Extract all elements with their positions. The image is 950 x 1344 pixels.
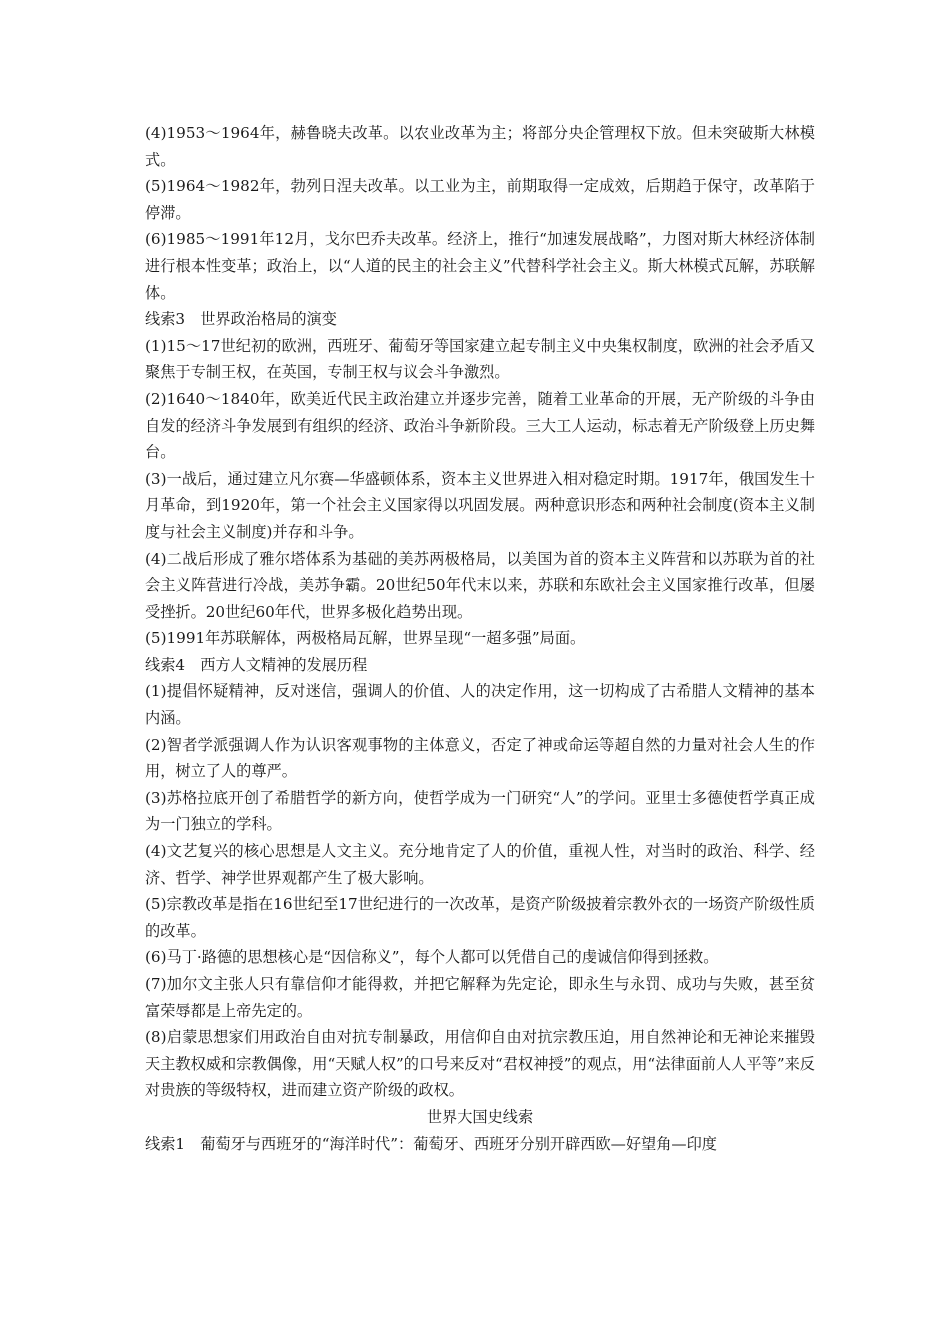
paragraph-khrushchev-reform: (4)1953～1964年，赫鲁晓夫改革。以农业改革为主；将部分央企管理权下放。但未突破斯大林模式。 — [145, 124, 815, 169]
paragraph-humanism-1: (1)提倡怀疑精神，反对迷信，强调人的价值、人的决定作用，这一切构成了古希腊人文精神的基本内涵。 — [145, 682, 815, 728]
paragraph-humanism-7: (7)加尔文主张人只有靠信仰才能得救，并把它解释为先定论，即永生与永罚、成功与失败，甚至贫富荣辱都是上帝先定的。 — [145, 975, 815, 1020]
paragraph-humanism-6: (6)马丁·路德的思想核心是“因信称义”，每个人都可以凭借自己的虔诚信仰得到拯救。 — [145, 948, 719, 967]
paragraph-humanism-3: (3)苏格拉底开创了希腊哲学的新方向，使哲学成为一门研究“人”的学问。亚里士多德使哲学真正成为一门独立的学科。 — [145, 788, 815, 834]
paragraph-humanism-2: (2)智者学派强调人作为认识客观事物的主体意义，否定了神或命运等超自然的力量对社会人生的作用，树立了人的尊严。 — [145, 735, 815, 781]
paragraph-politics-4: (4)二战后形成了雅尔塔体系为基础的美苏两极格局，以美国为首的资本主义阵营和以苏联为首的社会主义阵营进行冷战，美苏争霸。20世纪50年代末以来，苏联和东欧社会主义国家推行改革，但屡受挫折。20世纪60年代，世界多极化趋势出现。 — [145, 549, 815, 621]
paragraph-politics-2: (2)1640～1840年，欧美近代民主政治建立并逐步完善，随着工业革命的开展，无产阶级的斗争由自发的经济斗争发展到有组织的经济、政治斗争新阶段。三大工人运动，标志着无产阶级登上历史舞台。 — [145, 389, 815, 462]
paragraph-politics-3: (3)一战后，通过建立凡尔赛—华盛顿体系，资本主义世界进入相对稳定时期。1917年，俄国发生十月革命，到1920年，第一个社会主义国家得以巩固发展。两种意识形态和两种社会制度(资本主义制度与社会主义制度)并存和斗争。 — [145, 469, 815, 541]
paragraph-politics-5: (5)1991年苏联解体，两极格局瓦解，世界呈现“一超多强”局面。 — [145, 629, 586, 648]
paragraph-portugal-spain: 线索1 葡萄牙与西班牙的“海洋时代”：葡萄牙、西班牙分别开辟西欧—好望角—印度 — [145, 1134, 717, 1153]
section-heading-world-politics: 线索3 世界政治格局的演变 — [145, 310, 337, 329]
paragraph-humanism-4: (4)文艺复兴的核心思想是人文主义。充分地肯定了人的价值，重视人性，对当时的政治、科学、经济、哲学、神学世界观都产生了极大影响。 — [145, 842, 815, 887]
section-heading-humanism: 线索4 西方人文精神的发展历程 — [145, 655, 368, 674]
major-powers-title: 世界大国史线索 — [426, 1107, 534, 1126]
paragraph-gorbachev-reform: (6)1985～1991年12月，戈尔巴乔夫改革。经济上，推行“加速发展战略”，力图对斯大林经济体制进行根本性变革；政治上，以“人道的民主的社会主义”代替科学社会主义。斯大林模式瓦解，苏联解体。 — [145, 230, 815, 302]
paragraph-brezhnev-reform: (5)1964～1982年，勃列日涅夫改革。以工业为主，前期取得一定成效，后期趋于保守，改革陷于停滞。 — [145, 177, 815, 222]
paragraph-humanism-5: (5)宗教改革是指在16世纪至17世纪进行的一次改革，是资产阶级披着宗教外衣的一场资产阶级性质的改革。 — [145, 895, 815, 940]
paragraph-politics-1: (1)15～17世纪初的欧洲，西班牙、葡萄牙等国家建立起专制主义中央集权制度，欧洲的社会矛盾又聚焦于专制王权，在英国，专制王权与议会斗争激烈。 — [145, 336, 815, 382]
document-page — [145, 120, 815, 1157]
paragraph-humanism-8: (8)启蒙思想家们用政治自由对抗专制暴政，用信仰自由对抗宗教压迫，用自然神论和无神论来摧毁天主教权威和宗教偶像，用“天赋人权”的口号来反对“君权神授”的观点，用“法律面前人人平等”来反对贵族的等级特权，进而建立资产阶级的政权。 — [145, 1028, 815, 1100]
